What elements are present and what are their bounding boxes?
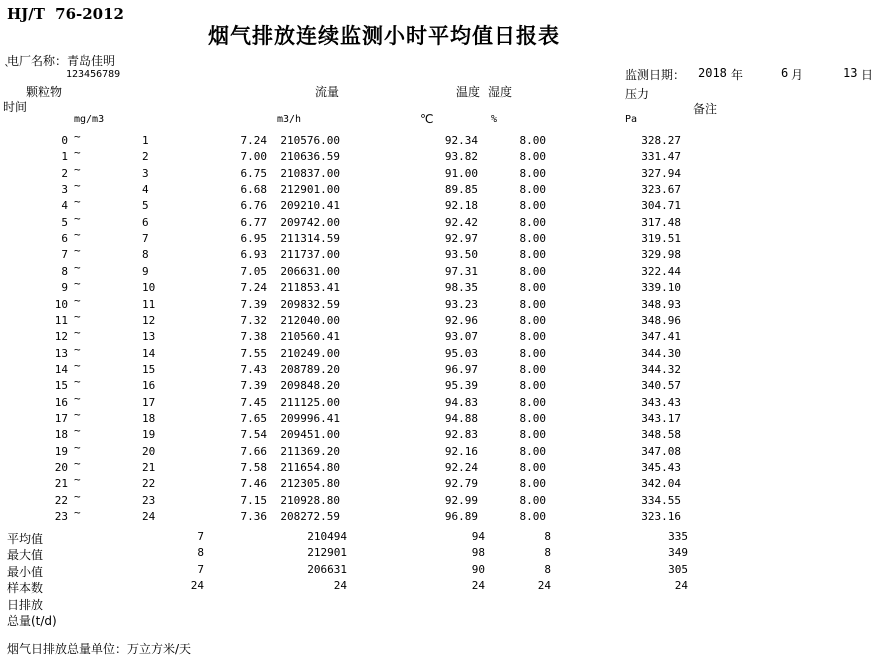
summary-humidity-value: 8: [544, 562, 551, 576]
summary-row: [0, 596, 886, 612]
cell-hour-start: 19: [54, 444, 68, 458]
summary-row-label: 样本数: [7, 581, 44, 596]
cell-pressure-value: 331.47: [641, 150, 681, 164]
plant-name-label: 电厂名称：: [7, 54, 68, 68]
table-row: [0, 179, 886, 199]
table-row: [0, 195, 886, 215]
summary-pressure-value: 305: [668, 562, 688, 576]
cell-humidity-value: 8.00: [519, 215, 546, 229]
summary-pressure-value: 349: [668, 546, 688, 560]
cell-hour-end: 7: [142, 232, 149, 246]
cell-flow-value: 211654.80: [280, 461, 340, 474]
cell-temperature-value: 92.18: [444, 199, 478, 213]
summary-flow-value: 210494: [307, 530, 347, 543]
cell-pressure-value: 348.96: [641, 313, 681, 327]
tilde-separator: ~: [74, 407, 81, 421]
cell-pressure-value: 343.17: [641, 411, 681, 425]
cell-temperature-value: 93.82: [444, 150, 478, 164]
cell-hour-start: 23: [54, 510, 68, 524]
tilde-separator: ~: [74, 179, 81, 193]
cell-hour-end: 24: [142, 510, 156, 524]
summary-humidity-value: 8: [544, 546, 551, 560]
tilde-separator: ~: [74, 391, 81, 405]
cell-pressure-value: 334.55: [641, 493, 681, 507]
cell-humidity-value: 8.00: [519, 362, 546, 376]
cell-pm-value: 7.38: [240, 330, 267, 344]
cell-temperature-value: 92.83: [444, 428, 478, 442]
cell-hour-start: 2: [61, 166, 68, 180]
tick-mark: `: [4, 63, 10, 77]
cell-temperature-value: 91.00: [444, 166, 478, 180]
cell-flow-value: 208272.59: [280, 510, 340, 524]
cell-temperature-value: 93.07: [444, 330, 478, 344]
tilde-separator: ~: [74, 326, 81, 340]
date-month-value: 6: [781, 66, 789, 80]
cell-temperature-value: 96.89: [444, 510, 478, 524]
cell-hour-end: 8: [142, 248, 149, 262]
cell-pm-value: 7.39: [240, 379, 267, 393]
cell-pressure-value: 344.30: [641, 346, 681, 360]
cell-humidity-value: 8.00: [519, 183, 546, 197]
tilde-separator: ~: [74, 195, 81, 209]
cell-flow-value: 210576.00: [280, 134, 340, 147]
cell-pressure-value: 323.67: [641, 183, 681, 197]
cell-temperature-value: 89.85: [444, 183, 478, 197]
cell-hour-end: 21: [142, 461, 156, 474]
cell-temperature-value: 92.96: [444, 313, 478, 327]
cell-pm-value: 7.66: [240, 444, 267, 458]
cell-hour-end: 14: [142, 346, 156, 360]
summary-pm-value: 8: [197, 546, 204, 560]
table-row: [0, 440, 886, 461]
cell-pressure-value: 319.51: [641, 232, 681, 246]
cell-humidity-value: 8.00: [519, 411, 546, 425]
cell-flow-value: 211369.20: [280, 444, 340, 458]
cell-flow-value: 208789.20: [280, 362, 340, 376]
table-row: [0, 146, 886, 166]
cell-hour-start: 1: [61, 150, 68, 164]
cell-pm-value: 7.58: [240, 461, 267, 474]
summary-temperature-value: 94: [471, 530, 485, 543]
cell-pm-value: 7.55: [240, 346, 267, 360]
table-row: [0, 162, 886, 183]
cell-flow-value: 212901.00: [280, 183, 340, 197]
cell-pressure-value: 347.41: [641, 330, 681, 344]
column-header-flow: 流量: [315, 85, 340, 99]
unit-humidity: %: [491, 114, 498, 125]
cell-temperature-value: 94.88: [444, 411, 478, 425]
table-row: [0, 277, 886, 297]
standard-code: HJ/T 76-2012: [7, 5, 124, 23]
cell-pressure-value: 328.27: [641, 134, 681, 147]
tilde-separator: ~: [74, 473, 81, 487]
cell-temperature-value: 92.97: [444, 232, 478, 246]
cell-pm-value: 7.43: [240, 362, 267, 376]
cell-hour-end: 18: [142, 411, 156, 425]
cell-pm-value: 7.05: [240, 264, 267, 278]
tilde-separator: ~: [74, 375, 81, 389]
cell-pressure-value: 339.10: [641, 281, 681, 295]
summary-row: [0, 546, 886, 562]
cell-hour-start: 14: [54, 362, 68, 376]
unit-flow: m3/h: [277, 114, 302, 125]
cell-hour-start: 3: [61, 183, 68, 197]
table-row: [0, 211, 886, 232]
cell-pressure-value: 348.58: [641, 428, 681, 442]
table-row: [0, 293, 886, 314]
cell-hour-start: 22: [54, 493, 68, 507]
cell-humidity-value: 8.00: [519, 150, 546, 164]
cell-hour-end: 5: [142, 199, 149, 213]
table-row: [0, 309, 886, 330]
cell-pressure-value: 304.71: [641, 199, 681, 213]
cell-flow-value: 206631.00: [280, 264, 340, 278]
summary-row-label: 最大值: [7, 548, 44, 563]
cell-hour-start: 17: [54, 411, 68, 425]
cell-flow-value: 210928.80: [280, 493, 340, 507]
tilde-separator: ~: [74, 244, 81, 258]
cell-pressure-value: 345.43: [641, 461, 681, 474]
date-year-unit: 年: [731, 68, 744, 82]
table-row: [0, 391, 886, 412]
cell-hour-start: 18: [54, 428, 68, 442]
cell-hour-start: 9: [61, 281, 68, 295]
cell-pm-value: 6.77: [240, 215, 267, 229]
column-header-humidity: 湿度: [488, 85, 513, 99]
cell-pressure-value: 343.43: [641, 395, 681, 409]
summary-row-label: 总量(t/d): [7, 614, 57, 628]
summary-temperature-value: 98: [471, 546, 485, 560]
cell-hour-end: 20: [142, 444, 156, 458]
summary-row: [0, 612, 886, 628]
date-year-value: 2018: [698, 66, 727, 80]
cell-pressure-value: 329.98: [641, 248, 681, 262]
cell-hour-end: 4: [142, 183, 149, 197]
tilde-separator: ~: [74, 260, 81, 274]
unit-pm: mg/m3: [74, 114, 105, 125]
summary-flow-value: 24: [333, 579, 347, 593]
cell-humidity-value: 8.00: [519, 395, 546, 409]
cell-hour-start: 20: [54, 461, 68, 474]
cell-hour-start: 6: [61, 232, 68, 246]
monitor-date-label: 监测日期：: [625, 68, 686, 82]
cell-hour-end: 12: [142, 313, 156, 327]
cell-pm-value: 7.39: [240, 297, 267, 311]
unit-pressure: Pa: [625, 114, 638, 125]
cell-pressure-value: 344.32: [641, 362, 681, 376]
cell-pm-value: 6.75: [240, 166, 267, 180]
summary-flow-value: 206631: [307, 562, 347, 576]
cell-flow-value: 211314.59: [280, 232, 340, 246]
cell-temperature-value: 92.42: [444, 215, 478, 229]
cell-flow-value: 209996.41: [280, 411, 340, 425]
summary-row-label: 日排放: [7, 597, 44, 612]
tilde-separator: ~: [74, 506, 81, 520]
cell-flow-value: 210636.59: [280, 150, 340, 164]
table-row: [0, 244, 886, 264]
tilde-separator: ~: [74, 277, 81, 291]
cell-pressure-value: 327.94: [641, 166, 681, 180]
cell-flow-value: 209832.59: [280, 297, 340, 311]
cell-pressure-value: 348.93: [641, 297, 681, 311]
cell-pm-value: 7.36: [240, 510, 267, 524]
cell-humidity-value: 8.00: [519, 477, 546, 491]
summary-temperature-value: 24: [471, 579, 485, 593]
date-day-unit: 日: [861, 68, 874, 82]
cell-hour-start: 10: [54, 297, 68, 311]
column-header-time: 时间: [3, 100, 28, 114]
cell-flow-value: 209451.00: [280, 428, 340, 442]
plant-name-line: [7, 52, 115, 69]
tilde-separator: ~: [74, 489, 81, 503]
cell-temperature-value: 94.83: [444, 395, 478, 409]
cell-hour-start: 0: [61, 134, 68, 147]
date-month-unit: 月: [791, 68, 804, 82]
cell-temperature-value: 95.39: [444, 379, 478, 393]
cell-pressure-value: 340.57: [641, 379, 681, 393]
cell-hour-start: 13: [54, 346, 68, 360]
cell-pm-value: 7.24: [240, 134, 267, 147]
cell-temperature-value: 92.24: [444, 461, 478, 474]
table-row: [0, 489, 886, 510]
cell-humidity-value: 8.00: [519, 379, 546, 393]
cell-flow-value: 210249.00: [280, 346, 340, 360]
cell-pm-value: 7.00: [240, 150, 267, 164]
tilde-separator: ~: [74, 457, 81, 470]
cell-pressure-value: 317.48: [641, 215, 681, 229]
summary-pm-value: 7: [197, 530, 204, 543]
cell-pm-value: 7.65: [240, 411, 267, 425]
cell-humidity-value: 8.00: [519, 264, 546, 278]
cell-flow-value: 209848.20: [280, 379, 340, 393]
summary-row-label: 平均值: [7, 532, 44, 546]
cell-hour-start: 11: [54, 313, 68, 327]
cell-temperature-value: 95.03: [444, 346, 478, 360]
summary-pressure-value: 24: [674, 579, 688, 593]
cell-humidity-value: 8.00: [519, 199, 546, 213]
unit-temperature: ℃: [420, 112, 434, 126]
cell-flow-value: 209742.00: [280, 215, 340, 229]
cell-temperature-value: 92.79: [444, 477, 478, 491]
cell-pm-value: 7.45: [240, 395, 267, 409]
cell-pressure-value: 342.04: [641, 477, 681, 491]
footer-note: 烟气日排放总量单位：万立方米/天: [7, 642, 192, 656]
cell-flow-value: 211737.00: [280, 248, 340, 262]
cell-hour-end: 9: [142, 264, 149, 278]
cell-humidity-value: 8.00: [519, 510, 546, 524]
cell-pressure-value: 323.16: [641, 510, 681, 524]
cell-pm-value: 6.95: [240, 232, 267, 246]
summary-row: [0, 563, 886, 579]
cell-temperature-value: 97.31: [444, 264, 478, 278]
cell-hour-start: 8: [61, 264, 68, 278]
cell-humidity-value: 8.00: [519, 281, 546, 295]
tilde-separator: ~: [74, 424, 81, 438]
cell-temperature-value: 93.23: [444, 297, 478, 311]
tilde-separator: ~: [74, 162, 81, 176]
tilde-separator: ~: [74, 358, 81, 372]
tilde-separator: ~: [74, 130, 81, 143]
summary-row-label: 最小值: [7, 564, 44, 579]
table-row: [0, 457, 886, 477]
cell-temperature-value: 96.97: [444, 362, 478, 376]
table-row: [0, 342, 886, 363]
cell-humidity-value: 8.00: [519, 248, 546, 262]
table-row: [0, 228, 886, 248]
cell-hour-start: 12: [54, 330, 68, 344]
table-row: [0, 326, 886, 346]
cell-flow-value: 210560.41: [280, 330, 340, 344]
cell-hour-end: 23: [142, 493, 156, 507]
cell-humidity-value: 8.00: [519, 166, 546, 180]
cell-hour-start: 4: [61, 199, 68, 213]
cell-pressure-value: 322.44: [641, 264, 681, 278]
cell-hour-start: 21: [54, 477, 68, 491]
cell-temperature-value: 93.50: [444, 248, 478, 262]
cell-pm-value: 6.93: [240, 248, 267, 262]
cell-hour-end: 17: [142, 395, 156, 409]
cell-flow-value: 211853.41: [280, 281, 340, 295]
cell-hour-end: 10: [142, 281, 156, 295]
summary-humidity-value: 24: [537, 579, 551, 593]
summary-pm-value: 24: [190, 579, 204, 593]
tilde-separator: ~: [74, 293, 81, 307]
cell-temperature-value: 92.16: [444, 444, 478, 458]
cell-flow-value: 210837.00: [280, 166, 340, 180]
cell-hour-end: 13: [142, 330, 156, 344]
cell-temperature-value: 92.99: [444, 493, 478, 507]
cell-hour-end: 2: [142, 150, 149, 164]
cell-humidity-value: 8.00: [519, 134, 546, 147]
table-row: [0, 260, 886, 281]
cell-hour-start: 5: [61, 215, 68, 229]
cell-humidity-value: 8.00: [519, 428, 546, 442]
cell-hour-end: 16: [142, 379, 156, 393]
page-title: 烟气排放连续监测小时平均值日报表: [208, 24, 560, 48]
column-header-remark: 备注: [693, 102, 718, 116]
cell-hour-end: 11: [142, 297, 156, 311]
cell-flow-value: 212040.00: [280, 313, 340, 327]
cell-hour-start: 15: [54, 379, 68, 393]
cell-pm-value: 7.24: [240, 281, 267, 295]
cell-humidity-value: 8.00: [519, 493, 546, 507]
cell-humidity-value: 8.00: [519, 346, 546, 360]
cell-pm-value: 6.76: [240, 199, 267, 213]
serial-number: 123456789: [66, 69, 121, 80]
summary-pressure-value: 335: [668, 530, 688, 543]
cell-pressure-value: 347.08: [641, 444, 681, 458]
cell-pm-value: 6.68: [240, 183, 267, 197]
cell-temperature-value: 92.34: [444, 134, 478, 147]
cell-hour-start: 7: [61, 248, 68, 262]
cell-flow-value: 211125.00: [280, 395, 340, 409]
table-row: [0, 375, 886, 395]
cell-flow-value: 209210.41: [280, 199, 340, 213]
table-row: [0, 130, 886, 150]
column-header-temperature: 温度: [456, 85, 481, 99]
summary-temperature-value: 90: [471, 562, 485, 576]
plant-name-value: 青岛佳明: [67, 54, 116, 68]
cell-hour-end: 1: [142, 134, 149, 147]
cell-pm-value: 7.54: [240, 428, 267, 442]
cell-hour-end: 15: [142, 362, 156, 376]
cell-humidity-value: 8.00: [519, 330, 546, 344]
column-header-pressure: 压力: [625, 87, 650, 101]
summary-pm-value: 7: [197, 562, 204, 576]
summary-flow-value: 212901: [307, 546, 347, 560]
table-row: [0, 358, 886, 379]
tilde-separator: ~: [74, 146, 81, 160]
cell-hour-end: 3: [142, 166, 149, 180]
tilde-separator: ~: [74, 342, 81, 356]
cell-humidity-value: 8.00: [519, 297, 546, 311]
cell-pm-value: 7.15: [240, 493, 267, 507]
cell-hour-end: 19: [142, 428, 156, 442]
summary-humidity-value: 8: [544, 530, 551, 543]
table-row: [0, 473, 886, 493]
table-row: [0, 424, 886, 444]
date-day-value: 13: [843, 66, 858, 80]
cell-humidity-value: 8.00: [519, 444, 546, 458]
table-row: [0, 407, 886, 428]
cell-flow-value: 212305.80: [280, 477, 340, 491]
tilde-separator: ~: [74, 211, 81, 225]
tilde-separator: ~: [74, 440, 81, 454]
column-header-pm: 颗粒物: [26, 85, 63, 99]
cell-hour-start: 16: [54, 395, 68, 409]
tilde-separator: ~: [74, 228, 81, 242]
cell-humidity-value: 8.00: [519, 313, 546, 327]
cell-humidity-value: 8.00: [519, 461, 546, 474]
table-row: [0, 506, 886, 526]
tilde-separator: ~: [74, 309, 81, 323]
cell-hour-end: 22: [142, 477, 156, 491]
summary-row: [0, 579, 886, 595]
cell-hour-end: 6: [142, 215, 149, 229]
summary-row: [0, 530, 886, 546]
cell-temperature-value: 98.35: [444, 281, 478, 295]
cell-humidity-value: 8.00: [519, 232, 546, 246]
cell-pm-value: 7.46: [240, 477, 267, 491]
cell-pm-value: 7.32: [240, 313, 267, 327]
